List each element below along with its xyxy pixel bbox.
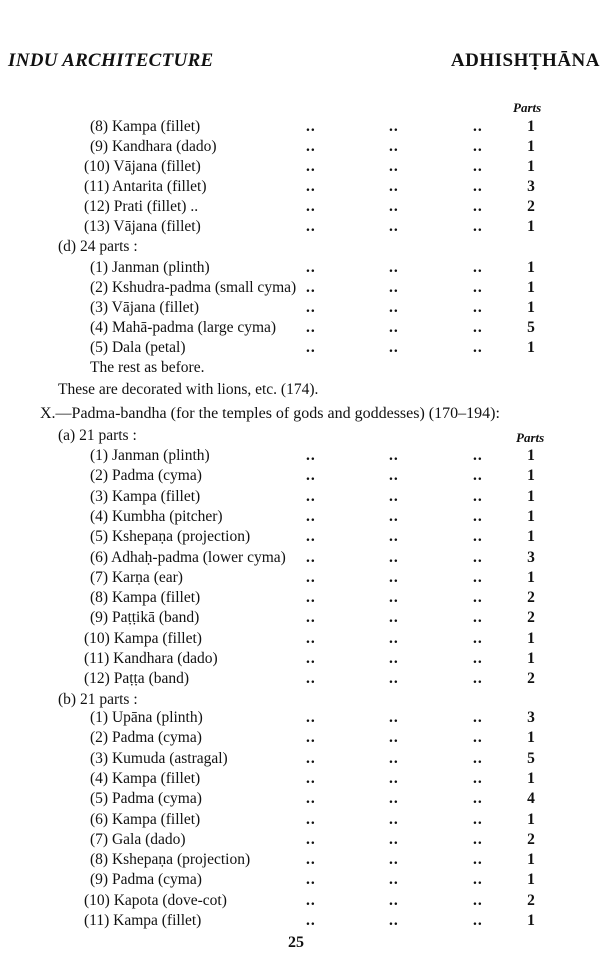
leader-dots: ..: [306, 178, 316, 195]
item-parts-value: 1: [527, 912, 535, 929]
leader-dots: ..: [306, 851, 316, 869]
item-label: (4) Kumbha (pitcher): [90, 507, 223, 525]
item-parts-value: 1: [527, 851, 535, 869]
item-label: (6) Kampa (fillet): [90, 810, 201, 828]
leader-dots: ..: [473, 158, 483, 175]
leader-dots: ..: [389, 749, 399, 767]
item-label: (9) Padma (cyma): [90, 871, 202, 889]
list-item: [0, 728, 600, 748]
item-parts-value: 2: [527, 198, 535, 215]
item-label: (2) Kshudra-padma (small cyma): [90, 279, 297, 296]
list-item: [0, 708, 600, 728]
item-label: (2) Padma (cyma): [90, 467, 202, 485]
leader-dots: ..: [473, 891, 483, 909]
leader-dots: ..: [389, 259, 399, 276]
list-item: [0, 117, 600, 137]
item-parts-value: 1: [527, 467, 535, 485]
list-item: [0, 629, 600, 649]
leader-dots: ..: [473, 178, 483, 195]
item-parts-value: 5: [527, 319, 535, 336]
item-parts-value: 1: [527, 299, 535, 316]
item-label: (3) Kumuda (astragal): [90, 749, 228, 767]
leader-dots: ..: [389, 589, 399, 607]
section-a-heading: (a) 21 parts :: [58, 427, 137, 444]
leader-dots: ..: [473, 467, 483, 485]
leader-dots: ..: [306, 218, 316, 235]
leader-dots: ..: [473, 487, 483, 505]
leader-dots: ..: [473, 871, 483, 889]
list-item: [0, 466, 600, 486]
leader-dots: ..: [306, 548, 316, 566]
leader-dots: ..: [473, 830, 483, 848]
item-label: (1) Upāna (plinth): [90, 709, 203, 726]
item-label: (1) Janman (plinth): [90, 259, 210, 276]
list-item: [0, 830, 600, 850]
leader-dots: ..: [389, 851, 399, 869]
leader-dots: ..: [389, 158, 399, 175]
section-b-heading: (b) 21 parts :: [58, 691, 138, 708]
leader-dots: ..: [473, 568, 483, 586]
leader-dots: ..: [473, 118, 483, 135]
leader-dots: ..: [306, 769, 316, 787]
leader-dots: ..: [389, 198, 399, 215]
leader-dots: ..: [389, 650, 399, 667]
item-parts-value: 1: [527, 769, 535, 787]
leader-dots: ..: [473, 198, 483, 215]
item-label: (4) Mahā-padma (large cyma): [90, 319, 277, 336]
leader-dots: ..: [389, 218, 399, 235]
item-label: (5) Kshepaṇa (projection): [90, 528, 251, 546]
item-label: (12) Prati (fillet) ..: [84, 198, 199, 215]
item-parts-value: 1: [527, 568, 535, 586]
list-item: [0, 850, 600, 870]
list-item: [0, 749, 600, 769]
list-item: [0, 527, 600, 547]
list-item: [0, 769, 600, 789]
item-parts-value: 1: [527, 447, 535, 464]
list-item: [0, 608, 600, 628]
leader-dots: ..: [306, 118, 316, 135]
leader-dots: ..: [389, 810, 399, 828]
list-item: [0, 588, 600, 608]
item-label: (7) Karṇa (ear): [90, 568, 183, 586]
leader-dots: ..: [306, 790, 316, 808]
item-label: (8) Kshepaṇa (projection): [90, 851, 251, 869]
item-label: (10) Kampa (fillet): [84, 629, 202, 647]
list-item: [0, 197, 600, 217]
list-item: [0, 548, 600, 568]
list-item: [0, 810, 600, 830]
leader-dots: ..: [306, 709, 316, 726]
item-parts-value: 1: [527, 279, 535, 296]
parts-column-heading: Parts: [513, 100, 542, 115]
leader-dots: ..: [473, 810, 483, 828]
item-parts-value: 1: [527, 259, 535, 276]
leader-dots: ..: [389, 912, 399, 929]
item-parts-value: 1: [527, 528, 535, 546]
leader-dots: ..: [389, 830, 399, 848]
section-d-heading: (d) 24 parts :: [58, 238, 138, 255]
leader-dots: ..: [306, 447, 316, 464]
item-parts-value: 1: [527, 118, 535, 135]
item-parts-value: 2: [527, 830, 535, 848]
leader-dots: ..: [473, 279, 483, 296]
leader-dots: ..: [389, 629, 399, 647]
item-parts-value: 2: [527, 609, 535, 627]
list-item: [0, 177, 600, 197]
leader-dots: ..: [306, 138, 316, 155]
item-label: (4) Kampa (fillet): [90, 769, 201, 787]
leader-dots: ..: [389, 871, 399, 889]
leader-dots: ..: [473, 709, 483, 726]
list-item: [0, 217, 600, 237]
list-item: [0, 157, 600, 177]
item-label: (9) Kandhara (dado): [90, 138, 217, 155]
leader-dots: ..: [473, 670, 483, 688]
list-item: [0, 446, 600, 466]
leader-dots: ..: [306, 629, 316, 647]
leader-dots: ..: [389, 487, 399, 505]
item-parts-value: 1: [527, 871, 535, 889]
leader-dots: ..: [306, 871, 316, 889]
leader-dots: ..: [473, 609, 483, 627]
item-parts-value: 1: [527, 729, 535, 747]
item-parts-value: 1: [527, 507, 535, 525]
leader-dots: ..: [389, 319, 399, 336]
leader-dots: ..: [306, 810, 316, 828]
leader-dots: ..: [389, 568, 399, 586]
leader-dots: ..: [306, 507, 316, 525]
leader-dots: ..: [306, 670, 316, 688]
item-parts-value: 1: [527, 158, 535, 175]
item-label: (11) Kandhara (dado): [84, 650, 218, 667]
leader-dots: ..: [473, 790, 483, 808]
leader-dots: ..: [473, 589, 483, 607]
item-parts-value: 1: [527, 629, 535, 647]
list-item: [0, 568, 600, 588]
list-item: [0, 649, 600, 669]
section-a-parts-label: Parts: [516, 430, 545, 445]
leader-dots: ..: [473, 729, 483, 747]
leader-dots: ..: [306, 279, 316, 296]
leader-dots: ..: [306, 319, 316, 336]
decorated-note: These are decorated with lions, etc. (174).: [58, 381, 319, 398]
list-item: [0, 911, 600, 931]
item-label: (5) Dala (petal): [90, 339, 186, 356]
list-item: [0, 137, 600, 157]
leader-dots: ..: [389, 729, 399, 747]
leader-dots: ..: [306, 912, 316, 929]
leader-dots: ..: [473, 548, 483, 566]
leader-dots: ..: [389, 118, 399, 135]
leader-dots: ..: [389, 709, 399, 726]
list-item: [0, 278, 600, 298]
list-item: [0, 789, 600, 809]
list-item: [0, 258, 600, 278]
item-parts-value: 1: [527, 138, 535, 155]
leader-dots: ..: [389, 790, 399, 808]
leader-dots: ..: [473, 912, 483, 929]
item-label: (8) Kampa (fillet): [90, 589, 201, 607]
leader-dots: ..: [473, 769, 483, 787]
item-label: (9) Paṭṭikā (band): [90, 609, 200, 627]
page-number: 25: [288, 934, 304, 951]
leader-dots: ..: [473, 749, 483, 767]
item-parts-value: 2: [527, 589, 535, 607]
leader-dots: ..: [389, 507, 399, 525]
leader-dots: ..: [389, 178, 399, 195]
item-label: (3) Vājana (fillet): [90, 299, 200, 316]
leader-dots: ..: [389, 528, 399, 546]
list-item: [0, 318, 600, 338]
leader-dots: ..: [306, 749, 316, 767]
list-item: [0, 338, 600, 358]
leader-dots: ..: [473, 299, 483, 316]
leader-dots: ..: [473, 851, 483, 869]
item-label: (12) Paṭṭa (band): [84, 670, 190, 688]
item-label: (10) Vājana (fillet): [84, 158, 201, 175]
item-label: (1) Janman (plinth): [90, 447, 210, 464]
running-header-right: ADHISHṬHĀNA: [450, 50, 600, 71]
leader-dots: ..: [473, 218, 483, 235]
list-item: [0, 669, 600, 689]
leader-dots: ..: [389, 891, 399, 909]
leader-dots: ..: [306, 609, 316, 627]
leader-dots: ..: [473, 259, 483, 276]
leader-dots: ..: [306, 589, 316, 607]
leader-dots: ..: [473, 507, 483, 525]
leader-dots: ..: [306, 487, 316, 505]
leader-dots: ..: [389, 339, 399, 356]
leader-dots: ..: [389, 670, 399, 688]
leader-dots: ..: [473, 528, 483, 546]
item-parts-value: 3: [527, 709, 535, 726]
leader-dots: ..: [389, 447, 399, 464]
list-item: [0, 298, 600, 318]
running-header-left: INDU ARCHITECTURE: [8, 50, 214, 71]
leader-dots: ..: [389, 769, 399, 787]
list-item: [0, 487, 600, 507]
item-label: (13) Vājana (fillet): [84, 218, 201, 235]
leader-dots: ..: [306, 830, 316, 848]
leader-dots: ..: [389, 609, 399, 627]
item-label: (3) Kampa (fillet): [90, 487, 201, 505]
item-label: (7) Gala (dado): [90, 830, 186, 848]
leader-dots: ..: [306, 467, 316, 485]
item-parts-value: 3: [527, 548, 535, 566]
leader-dots: ..: [306, 528, 316, 546]
leader-dots: ..: [306, 259, 316, 276]
leader-dots: ..: [389, 548, 399, 566]
item-parts-value: 4: [527, 790, 535, 808]
item-parts-value: 5: [527, 749, 535, 767]
item-parts-value: 1: [527, 339, 535, 356]
leader-dots: ..: [306, 650, 316, 667]
leader-dots: ..: [306, 568, 316, 586]
item-label: (11) Antarita (fillet): [84, 178, 207, 195]
item-parts-value: 2: [527, 891, 535, 909]
leader-dots: ..: [306, 158, 316, 175]
item-label: (11) Kampa (fillet): [84, 912, 202, 929]
list-item: [0, 891, 600, 911]
item-label: (6) Adhaḥ-padma (lower cyma): [90, 548, 286, 566]
item-label: (8) Kampa (fillet): [90, 118, 201, 135]
item-parts-value: 2: [527, 670, 535, 688]
leader-dots: ..: [473, 650, 483, 667]
leader-dots: ..: [473, 138, 483, 155]
leader-dots: ..: [473, 447, 483, 464]
item-label: (5) Padma (cyma): [90, 790, 202, 808]
item-parts-value: 1: [527, 810, 535, 828]
leader-dots: ..: [389, 279, 399, 296]
section-x-heading: X.—Padma-bandha (for the temples of gods and goddesses) (170–194):: [40, 405, 500, 422]
leader-dots: ..: [389, 467, 399, 485]
leader-dots: ..: [306, 729, 316, 747]
item-parts-value: 1: [527, 487, 535, 505]
leader-dots: ..: [306, 339, 316, 356]
leader-dots: ..: [389, 138, 399, 155]
leader-dots: ..: [389, 299, 399, 316]
leader-dots: ..: [306, 198, 316, 215]
leader-dots: ..: [306, 299, 316, 316]
item-parts-value: 1: [527, 218, 535, 235]
leader-dots: ..: [473, 319, 483, 336]
section-d-rest: The rest as before.: [90, 359, 205, 376]
leader-dots: ..: [473, 339, 483, 356]
item-parts-value: 3: [527, 178, 535, 195]
item-label: (10) Kapota (dove-cot): [84, 891, 227, 909]
leader-dots: ..: [473, 629, 483, 647]
list-item: [0, 507, 600, 527]
list-item: [0, 870, 600, 890]
item-parts-value: 1: [527, 650, 535, 667]
item-label: (2) Padma (cyma): [90, 729, 202, 747]
leader-dots: ..: [306, 891, 316, 909]
